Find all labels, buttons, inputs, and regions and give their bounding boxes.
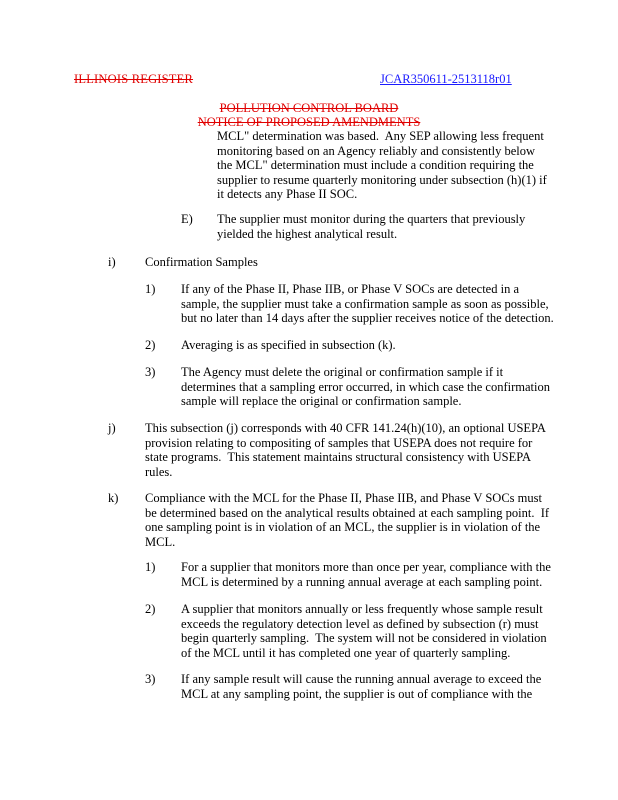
text-line: supplier to resume quarterly monitoring under subsection (h)(1) if xyxy=(217,172,547,187)
text-line: The Agency must delete the original or confirmation sample if it xyxy=(181,365,504,379)
text-line: exceeds the regulatory detection level as defined by subsection (r) must xyxy=(181,616,539,631)
text-line: but no later than 14 days after the supplier receives notice of the detection. xyxy=(181,311,554,326)
text-line: state programs. This statement maintains structural consistency with USEPA xyxy=(145,450,532,465)
board-name: POLLUTION CONTROL BOARD xyxy=(219,101,399,115)
item-label: 2) xyxy=(145,602,156,616)
section-j-text xyxy=(145,421,546,479)
continued-paragraph xyxy=(217,129,547,202)
text-line: For a supplier that monitors more than once per year, compliance with the xyxy=(181,560,551,574)
text-line: Compliance with the MCL for the Phase II, Phase IIB, and Phase V SOCs must xyxy=(145,491,542,505)
text-line: the MCL" determination must include a condition requiring the xyxy=(217,158,534,173)
item-label: 1) xyxy=(145,560,156,574)
text-line: This subsection (j) corresponds with 40 CFR 141.24(h)(10), an optional USEPA xyxy=(145,421,546,435)
text-line: A supplier that monitors annually or less frequently whose sample result xyxy=(181,602,543,616)
text-line: MCL" determination was based. Any SEP allowing less frequent xyxy=(217,129,544,143)
item-label: 1) xyxy=(145,282,156,296)
text-line: yielded the highest analytical result. xyxy=(217,226,398,241)
text-line: one sampling point is in violation of an MCL, the supplier is in violation of the xyxy=(145,520,541,535)
document-code: JCAR350611-2513118r01 xyxy=(380,72,512,86)
section-label: i) xyxy=(108,255,116,269)
register-title: ILLINOIS REGISTER xyxy=(74,72,194,86)
item-label: 2) xyxy=(145,338,156,352)
text-line: be determined based on the analytical results obtained at each sampling point. If xyxy=(145,505,550,520)
text-line: The supplier must monitor during the quarters that previously xyxy=(217,212,526,226)
section-k-text xyxy=(145,491,549,549)
text-line: sample, the supplier must take a confirmation sample as soon as possible, xyxy=(181,296,549,311)
text-line: begin quarterly sampling. The system will not be considered in violation xyxy=(181,631,547,646)
item-label: 3) xyxy=(145,672,156,686)
section-label: j) xyxy=(108,421,116,435)
text-line: of the MCL until it has completed one year of quarterly sampling. xyxy=(181,645,511,660)
item-text xyxy=(181,365,550,409)
text-line: MCL. xyxy=(145,534,176,549)
item-e-text xyxy=(217,212,525,241)
item-label: E) xyxy=(181,212,193,226)
text-line: If any sample result will cause the running annual average to exceed the xyxy=(181,672,542,686)
item-text xyxy=(181,282,554,326)
text-line: monitoring based on an Agency reliably and consistently below xyxy=(217,143,535,158)
text-line: MCL is determined by a running annual average at each sampling point. xyxy=(181,574,543,589)
text-line: MCL at any sampling point, the supplier is out of compliance with the xyxy=(181,686,533,701)
section-label: k) xyxy=(108,491,119,505)
item-text xyxy=(181,672,541,701)
item-text xyxy=(181,560,551,589)
text-line: If any of the Phase II, Phase IIB, or Phase V SOCs are detected in a xyxy=(181,282,519,296)
text-line: sample will replace the original or confirmation sample. xyxy=(181,394,462,409)
text-line: Averaging is as specified in subsection (k). xyxy=(181,338,396,352)
text-line: provision relating to compositing of samples that USEPA does not require for xyxy=(145,435,533,450)
text-line: it detects any Phase II SOC. xyxy=(217,187,358,202)
item-label: 3) xyxy=(145,365,156,379)
item-text xyxy=(181,602,547,660)
section-title: Confirmation Samples xyxy=(145,255,258,269)
notice-title: NOTICE OF PROPOSED AMENDMENTS xyxy=(197,115,421,129)
text-line: determines that a sampling error occurred, in which case the confirmation xyxy=(181,379,550,394)
text-line: rules. xyxy=(145,464,173,479)
